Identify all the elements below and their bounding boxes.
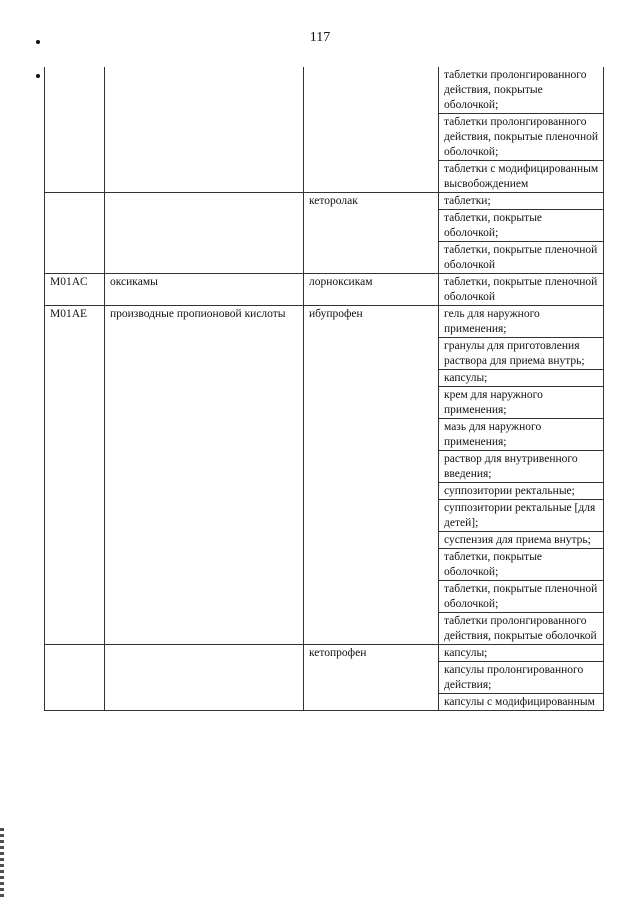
dosage-form-cell: таблетки пролонгированного действия, покрытые оболочкой	[439, 613, 604, 645]
dosage-form-cell: раствор для внутривенного введения;	[439, 451, 604, 483]
group-name-cell	[105, 67, 304, 193]
atc-code-cell	[45, 67, 105, 193]
drug-name-cell	[304, 67, 439, 193]
atc-code-cell	[45, 645, 105, 711]
drug-name-cell: кеторолак	[304, 193, 439, 274]
table-row	[45, 274, 604, 306]
group-name-cell	[105, 193, 304, 274]
dosage-form-cell: таблетки, покрытые оболочкой;	[439, 210, 604, 242]
dosage-form-cell: гранулы для приготовления раствора для приема внутрь;	[439, 338, 604, 370]
dosage-form-cell: таблетки с модифицированным высвобождением	[439, 161, 604, 193]
atc-code-cell: M01AC	[45, 274, 105, 306]
dosage-form-cell: таблетки пролонгированного действия, покрытые оболочкой;	[439, 67, 604, 114]
group-name-cell: производные пропионовой кислоты	[105, 306, 304, 645]
dosage-form-cell: капсулы с модифицированным	[439, 694, 604, 711]
margin-dot	[36, 40, 40, 44]
table-row	[45, 645, 604, 662]
dosage-form-cell: суппозитории ректальные [для детей];	[439, 500, 604, 532]
dosage-form-cell: таблетки, покрытые пленочной оболочкой	[439, 274, 604, 306]
drug-name-cell: лорноксикам	[304, 274, 439, 306]
dosage-form-cell: таблетки, покрытые оболочкой;	[439, 549, 604, 581]
table-row	[45, 67, 604, 114]
dosage-form-cell: капсулы;	[439, 370, 604, 387]
dosage-form-cell: капсулы пролонгированного действия;	[439, 662, 604, 694]
group-name-cell: оксикамы	[105, 274, 304, 306]
table-row	[45, 306, 604, 338]
dosage-form-cell: таблетки, покрытые пленочной оболочкой;	[439, 581, 604, 613]
drug-table	[44, 67, 604, 711]
dosage-form-cell: крем для наружного применения;	[439, 387, 604, 419]
scan-edge-mark	[0, 828, 4, 900]
dosage-form-cell: суспензия для приема внутрь;	[439, 532, 604, 549]
margin-dot	[36, 74, 40, 78]
drug-name-cell: кетопрофен	[304, 645, 439, 711]
atc-code-cell	[45, 193, 105, 274]
dosage-form-cell: гель для наружного применения;	[439, 306, 604, 338]
table-row	[45, 193, 604, 210]
page-number: 117	[309, 30, 331, 45]
atc-code-cell: M01AE	[45, 306, 105, 645]
drug-name-cell: ибупрофен	[304, 306, 439, 645]
dosage-form-cell: мазь для наружного применения;	[439, 419, 604, 451]
dosage-form-cell: суппозитории ректальные;	[439, 483, 604, 500]
dosage-form-cell: таблетки;	[439, 193, 604, 210]
group-name-cell	[105, 645, 304, 711]
dosage-form-cell: таблетки, покрытые пленочной оболочкой	[439, 242, 604, 274]
dosage-form-cell: таблетки пролонгированного действия, покрытые пленочной оболочкой;	[439, 114, 604, 161]
dosage-form-cell: капсулы;	[439, 645, 604, 662]
